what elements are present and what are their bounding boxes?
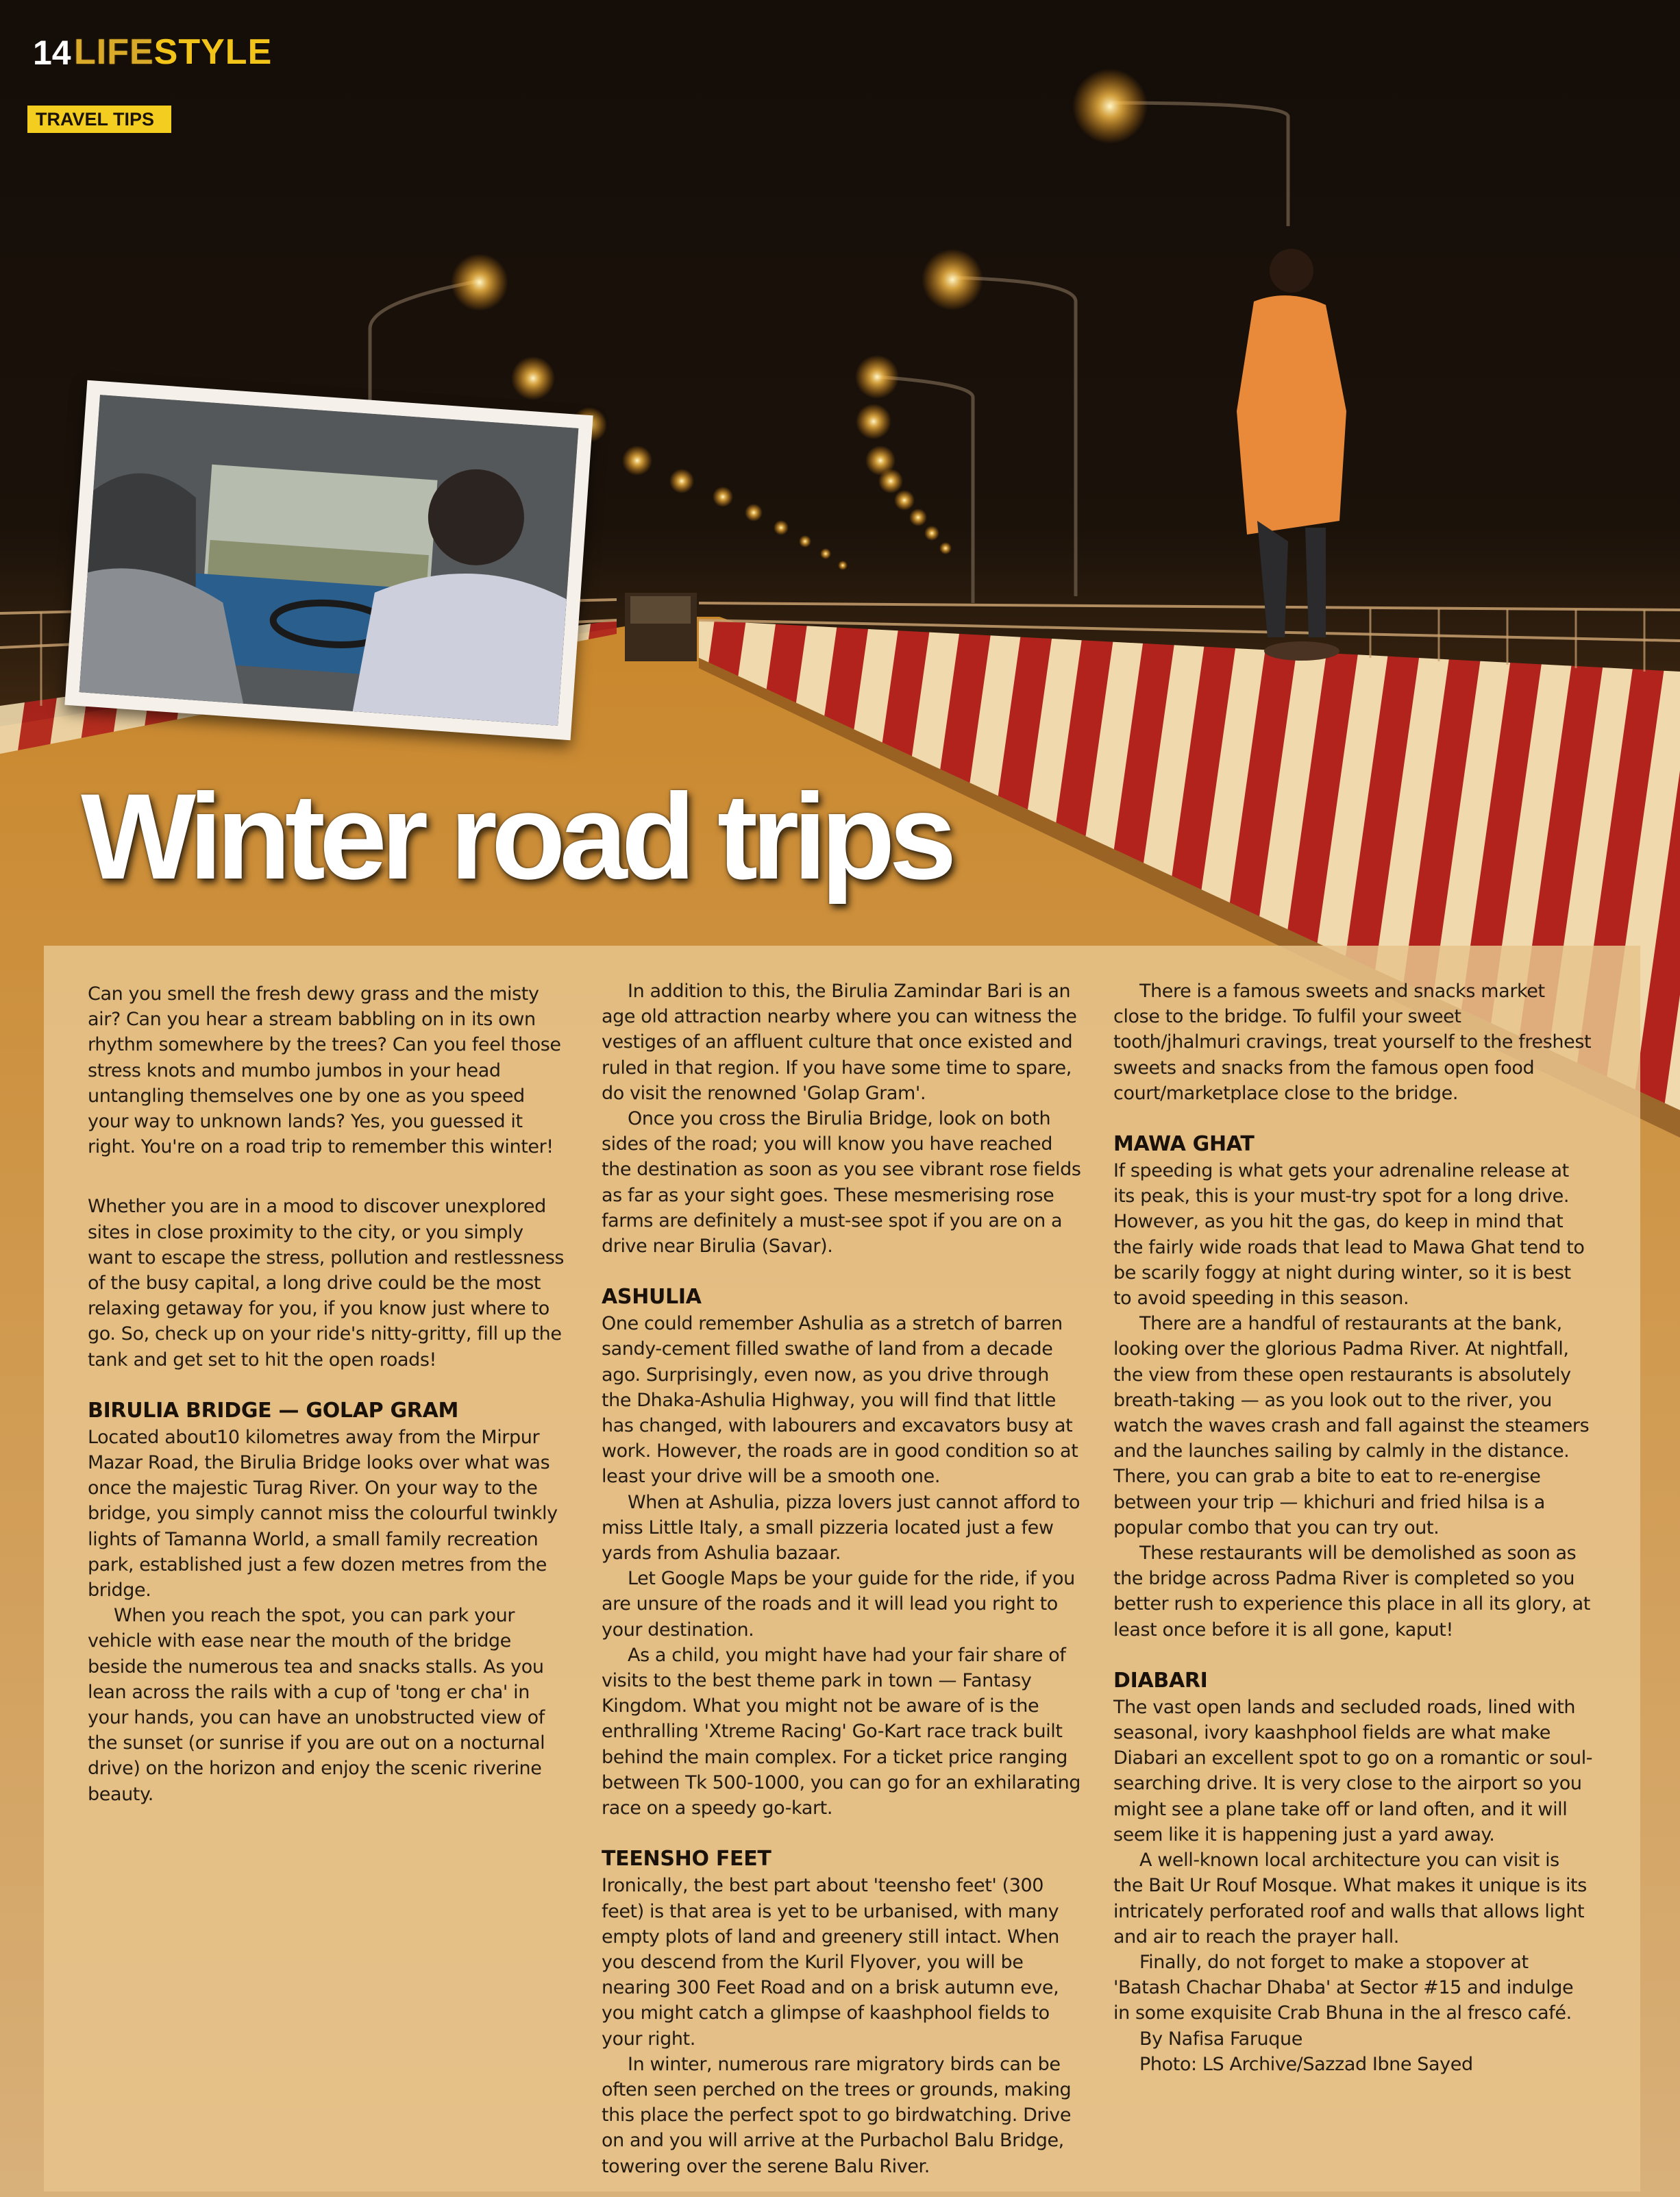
teensho-paragraph-1: Ironically, the best part about 'teensho feet' (300 feet) is that area is yet to be urbanised, with many empty plots of land and greenery still intact. When you descend from the Kuril Flyover, you will be nearing 300 Feet Road and on a brisk autumn eve, you might catch a glimpse of kaashphool fields to your right. [602,1875,1059,2050]
ashulia-paragraph-2: When at Ashulia, pizza lovers just cannot afford to miss Little Italy, a small pizzeria located just a few yards from Ashulia bazaar. [602,1491,1080,1564]
mawa-paragraph-3: These restaurants will be demolished as soon as the bridge across Padma River is completed so you better rush to experience this place in all its glory, at least once before it is all gone, kaput! [1113,1543,1590,1641]
opening-paragraph: Whether you are in a mood to discover unexplored sites in close proximity to the city, or you simply want to escape the stress, pollution and restlessness of the busy capital, a long drive could be the most relaxing getaway for you, if you know just where to go. So, check up on your ride's nitty-gritty, fill up the tank and get set to hit the open roads! [88,1196,565,1371]
diabari-paragraph-1: The vast open lands and secluded roads, lined with seasonal, ivory kaashphool fields are what make Diabari an excellent spot to go on a romantic or soul-searching drive. It is very close to the airport so you might see a plane take off or land often, and it will seem like it is happening just a yard away. [1113,1696,1593,1845]
birulia-paragraph-2: When you reach the spot, you can park your vehicle with ease near the mouth of the bridge beside the numerous tea and snacks stalls. As you lean across the rails with a cup of 'tong er cha' in your hands, you can have an unobstructed view of the sunset (or sunrise if you are out on a nocturnal drive) on the horizon and enjoy the scenic riverine beauty. [88,1605,545,1805]
inset-photo [64,380,593,740]
teensho-paragraph-3: There is a famous sweets and snacks market close to the bridge. To fulfil your sweet tooth/jhalmuri cravings, treat yourself to the freshest sweets and snacks from the famous open food court/marketplace close to the bridge. [1113,981,1592,1104]
section-style: STYLE [153,32,273,72]
heading-birulia: BIRULIA BRIDGE — GOLAP GRAM [88,1398,459,1423]
mawa-paragraph-2: There are a handful of restaurants at the bank, looking over the glorious Padma River. At nightfall, the view from these open restaurants is absolutely breath-taking — as you look out to the river, you watch the waves crash and fall against the steamers and the launches sailing by calmly in the distance. There, you can grab a bite to eat to re-energise between your trip — khichuri and fried hilsa is a popular combo that you can try out. [1113,1313,1590,1538]
ashulia-paragraph-1: One could remember Ashulia as a stretch of barren sandy-cement filled swathe of land from a decade ago. Surprisingly, even now, as you drive through the Dhaka-Ashulia Highway, you will find that little has changed, with labourers and excavators busy at work. However, the roads are in good condition so at least your drive will be a smooth one. [602,1313,1078,1488]
birulia-paragraph-1: Located about10 kilometres away from the Mirpur Mazar Road, the Birulia Bridge looks over what was once the majestic Turag River. On your way to the bridge, you simply cannot miss the colourful twinkly lights of Tamanna World, a small family recreation park, established just a few dozen metres from the bridge. [88,1426,558,1601]
column-2 [602,979,1081,2179]
mawa-paragraph-1: If speeding is what gets your adrenaline release at its peak, this is your must-try spot for a long drive. However, as you hit the gas, do keep in mind that the fairly wide roads that lead to Mawa Ghat tend to be scarily foggy at night during winter, so it is best to avoid speeding in this season. [1113,1160,1585,1310]
heading-mawa: MAWA GHAT [1113,1132,1255,1157]
diabari-paragraph-3: Finally, do not forget to make a stopover at 'Batash Chachar Dhaba' at Sector #15 and indulge in some exquisite Crab Bhuna in the al fresco café. [1113,1951,1574,2024]
ashulia-paragraph-4: As a child, you might have had your fair share of visits to the best theme park in town — Fantasy Kingdom. What you might not be aware of is the enthralling 'Xtreme Racing' Go-Kart race track built behind the main complex. For a ticket price ranging between Tk 500-1000, you can go for an exhilarating race on a speedy go-kart. [602,1644,1081,1819]
diabari-paragraph-2: A well-known local architecture you can visit is the Bait Ur Rouf Mosque. What makes it unique is its intricately perforated roof and walls that allows light and air to reach the prayer hall. [1113,1850,1587,1948]
heading-diabari: DIABARI [1113,1668,1208,1693]
intro-text: Can you smell the fresh dewy grass and the misty air? Can you hear a stream babbling on in its own rhythm somewhere by the trees? Can you feel those stress knots and mumbo jumbos in your head untangling themselves one by one as you speed your way to unknown lands? Yes, you guessed it right. You're on a road trip to remember this winter! [88,983,561,1158]
headline: Winter road trips [81,768,951,905]
teensho-paragraph-2: In winter, numerous rare migratory birds can be often seen perched on the trees or grounds, making this place the perfect spot to go birdwatching. Drive on and you will arrive at the Purbachol Balu Bridge, towering over the serene Balu River. [602,2053,1072,2177]
birulia-paragraph-3: In addition to this, the Birulia Zamindar Bari is an age old attraction nearby where you can witness the vestiges of an affluent culture that once existed and ruled in that region. If you have some time to spare, do visit the renowned 'Golap Gram'. [602,981,1077,1104]
section-life: LIFE [74,32,154,72]
column-1 [88,981,567,1807]
heading-ashulia: ASHULIA [602,1285,702,1310]
travel-tips-tag: TRAVEL TIPS [27,106,171,133]
heading-teensho: TEENSHO FEET [602,1847,771,1871]
column-3 [1113,979,1593,2077]
page-number: 14 [33,34,71,72]
author-byline: By Nafisa Faruque [1139,2028,1302,2050]
section-title [74,32,272,73]
photo-credit: Photo: LS Archive/Sazzad Ibne Sayed [1139,2053,1473,2075]
birulia-paragraph-4: Once you cross the Birulia Bridge, look on both sides of the road; you will know you have reached the destination as soon as you see vibrant rose fields as far as your sight goes. These mesmerising rose farms are definitely a must-see spot if you are on a drive near Birulia (Savar). [602,1108,1081,1257]
ashulia-paragraph-3: Let Google Maps be your guide for the ride, if you are unsure of the roads and it will lead you right to your destination. [602,1568,1075,1641]
man-figure [1237,249,1346,661]
car-interior-photo [79,395,579,726]
